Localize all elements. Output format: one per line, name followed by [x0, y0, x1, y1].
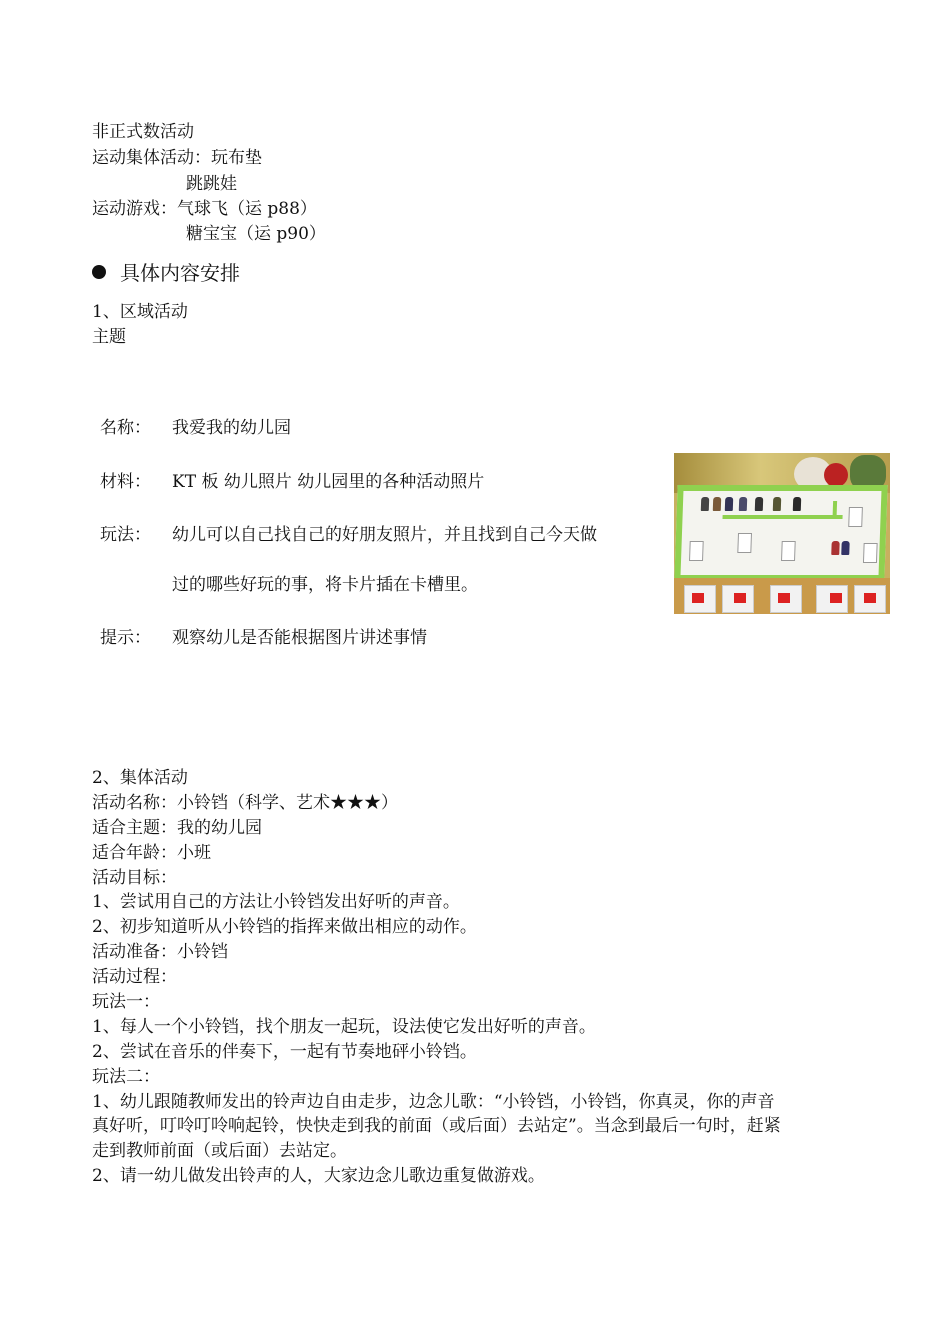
group-title: 2、集体活动: [92, 768, 188, 788]
play-two-label: 玩法二：: [92, 1067, 160, 1087]
row-play-text-cont: 过的哪些好玩的事，将卡片插在卡槽里。: [172, 575, 478, 595]
group-goal-1: 1、尝试用自己的方法让小铃铛发出好听的声音。: [92, 892, 460, 912]
row-material-text: KT 板 幼儿照片 幼儿园里的各种活动照片: [172, 472, 485, 492]
group-process-label: 活动过程：: [92, 967, 177, 987]
group-prep: 活动准备：小铃铛: [92, 942, 228, 962]
play-two-step-1-a: 1、幼儿跟随教师发出的铃声边自由走步，边念儿歌：“小铃铛，小铃铛，你真灵，你的声音: [92, 1092, 775, 1112]
line-candy-baby: 糖宝宝（运 p90）: [186, 224, 326, 244]
group-theme: 适合主题：我的幼儿园: [92, 818, 262, 838]
play-two-step-1-b: 真好听，叮呤叮呤响起铃，快快走到我的前面（或后面）去站定”。当念到最后一句时，赶紧: [92, 1116, 781, 1136]
line-jumping-doll: 跳跳娃: [186, 174, 237, 194]
row-material-label: 材料：: [100, 472, 151, 492]
play-one-step-1: 1、每人一个小铃铛，找个朋友一起玩，设法使它发出好听的声音。: [92, 1017, 596, 1037]
row-tip-label: 提示：: [100, 628, 151, 648]
play-one-label: 玩法一：: [92, 992, 160, 1012]
play-one-step-2: 2、尝试在音乐的伴奏下，一起有节奏地砰小铃铛。: [92, 1042, 477, 1062]
section-heading-text: 具体内容安排: [120, 261, 240, 285]
group-age: 适合年龄：小班: [92, 843, 211, 863]
group-goal-2: 2、初步知道听从小铃铛的指挥来做出相应的动作。: [92, 917, 477, 937]
play-two-step-2: 2、请一幼儿做发出铃声的人，大家边念儿歌边重复做游戏。: [92, 1166, 545, 1186]
bullet-icon: [92, 265, 106, 279]
play-two-step-1-c: 走到教师前面（或后面）去站定。: [92, 1141, 347, 1161]
area-activity-title: 1、区域活动: [92, 302, 188, 322]
line-sport-game: 运动游戏：气球飞（运 p88）: [92, 199, 317, 219]
group-activity-name: 活动名称：小铃铛（科学、艺术★★★）: [92, 793, 398, 813]
row-play-label: 玩法：: [100, 525, 151, 545]
area-activity-theme: 主题: [92, 327, 126, 347]
line-sport-group: 运动集体活动：玩布垫: [92, 148, 262, 168]
group-goals-label: 活动目标：: [92, 868, 177, 888]
classroom-board-photo: [674, 453, 890, 614]
section-heading: [92, 259, 240, 287]
row-name-text: 我爱我的幼儿园: [172, 418, 291, 438]
row-tip-text: 观察幼儿是否能根据图片讲述事情: [172, 628, 427, 648]
row-play-text: 幼儿可以自己找自己的好朋友照片，并且找到自己今天做: [172, 525, 597, 545]
row-name-label: 名称：: [100, 418, 151, 438]
line-informal-math: 非正式数活动: [92, 122, 194, 142]
